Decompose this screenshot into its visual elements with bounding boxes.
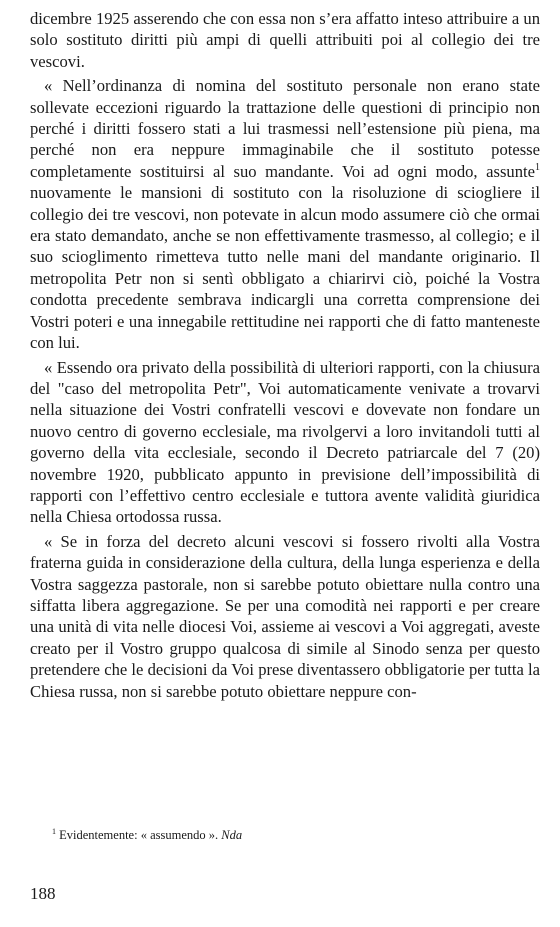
- footnote-author-note: Nda: [221, 828, 243, 842]
- paragraph-decreto: « Se in forza del decreto alcuni vescovi si fossero rivolti alla Vostra fraterna guida in considerazione della cultura, della lunga esperienza e della Vostra saggezza pastorale, non si sarebbe potuto obiettare nulla contro una siffatta libera aggregazione. Se per una comodità nei rapporti e per creare una unità di vita nelle diocesi Voi, assieme ai vescovi a Voi aggregati, aveste creato per il Vostro gruppo qualcosa di simile al Sinodo senza per questo pretendere che le decisioni da Voi prese diventassero obbligatorie per tutta la Chiesa russa, non si sarebbe potuto obiettare neppure con-: [30, 531, 540, 701]
- paragraph-essendo: « Essendo ora privato della possibilità di ulteriori rapporti, con la chiusura del "caso del metropolita Petr", Voi automaticamente venivate a trovarvi nella situazione dei Vostri confratelli vescovi e dovevate non fondare un nuovo centro di governo ecclesiale, ma rivolgervi a loro invitandoli tutti al governo della vita ecclesiale, secondo il Decreto patriarcale del 7 (20) novembre 1920, pubblicato appunto in previsione dell’impossibilità di rapporti con l’effettivo centro ecclesiale e tuttora avente validità giuridica nella Chiesa ortodossa russa.: [30, 357, 540, 527]
- main-text: [30, 8, 540, 702]
- footnote-reference: 1: [535, 161, 540, 173]
- footnote: [52, 827, 242, 843]
- paragraph-ordinanza: [30, 75, 540, 353]
- paragraph-continuation: dicembre 1925 asserendo che con essa non s’era affatto inteso attribuire a un solo sostituto diritti più ampi di quelli attribuiti poi al collegio dei tre vescovi.: [30, 9, 540, 71]
- footnote-text: Evidentemente: « assumendo ».: [56, 828, 222, 842]
- footnote-marker: 1: [52, 827, 56, 836]
- page-number: 188: [30, 884, 56, 903]
- paragraph-ordinanza-part2: nuovamente le mansioni di sostituto con la risoluzione di sciogliere il collegio dei tre vescovi, non potevate in alcun modo assumere ciò che ormai era stato demandato, anche se non effettivamente trasmesso, al collegio; e il suo scioglimento rimetteva tutto nelle mani del mandante originario. Il metropolita Petr non si sentì obbligato a chiarirvi ciò, poiché la Vostra condotta precedente sembrava indicargli una corretta comprensione dei Vostri poteri e una innegabile rettitudine nei rapporti che di fatto manteneste con lui.: [30, 183, 540, 353]
- paragraph-ordinanza-part1: « Nell’ordinanza di nomina del sostituto personale non erano state sollevate eccezioni riguardo la trattazione delle questioni di principio non perché i diritti fossero stati a lui trasmessi nell’estensione più piena, ma perché non era neppure immaginabile che il sostituto potesse completamente sostituirsi al suo mandante. Voi ad ogni modo, assunte: [30, 76, 540, 181]
